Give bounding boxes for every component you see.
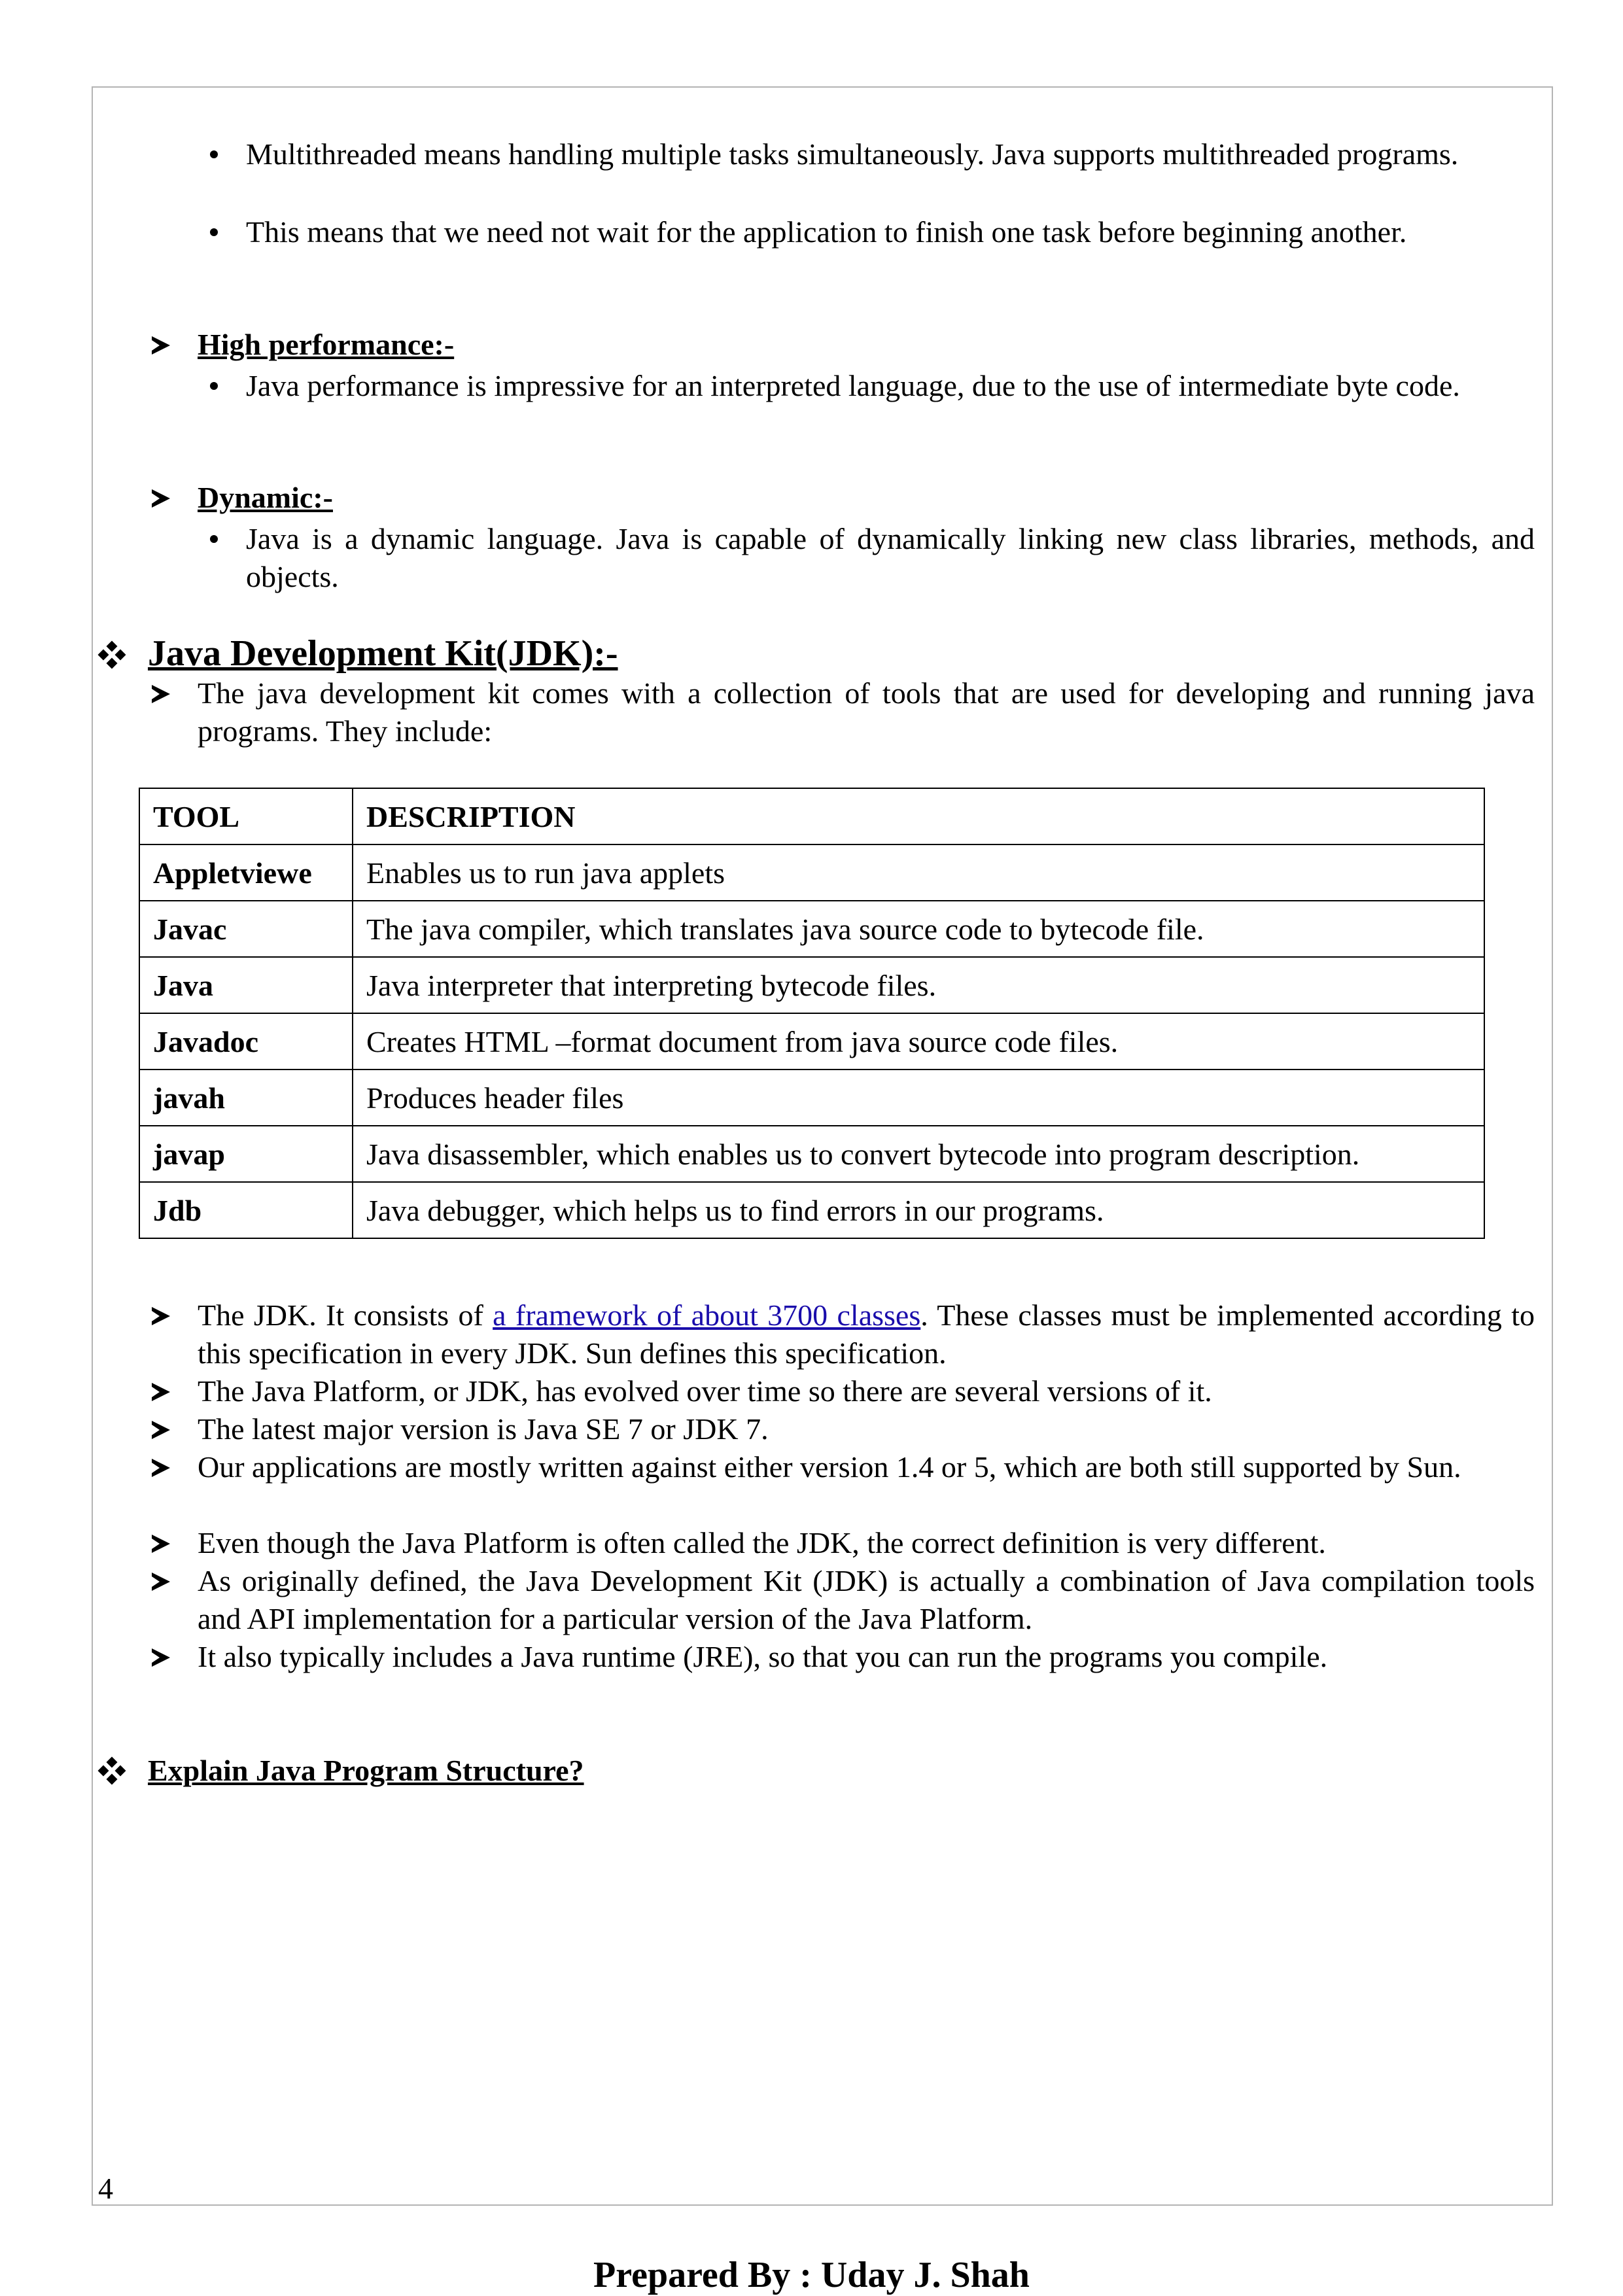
jdk-point: The Java Platform, or JDK, has evolved over time so there are several versions of it. (198, 1374, 1212, 1408)
tools-table (139, 788, 1485, 1239)
tool-description-cell: Java interpreter that interpreting bytecode files. (353, 957, 1484, 1013)
tool-name-cell: Java (139, 957, 353, 1013)
footer-author: Prepared By : Uday J. Shah (593, 2255, 1030, 2295)
tool-description-cell: Java debugger, which helps us to find errors in our programs. (353, 1182, 1484, 1238)
diamond-bullet-icon (98, 1757, 126, 1784)
table-row (139, 957, 1484, 1013)
bullet-dot-icon (210, 382, 218, 390)
jdk-point-text: . These classes must be implemented according to this specification in every JDK. Sun defines this specification. (198, 1298, 1535, 1370)
table-row (139, 1013, 1484, 1070)
table-header-row (139, 788, 1484, 844)
table-header-cell: DESCRIPTION (353, 788, 1484, 844)
tool-name-cell: Javac (139, 901, 353, 957)
jdk-point: Even though the Java Platform is often called the JDK, the correct definition is very different. (198, 1526, 1326, 1559)
subheading-dynamic: Dynamic:- (198, 481, 333, 514)
page-number: 4 (98, 2172, 113, 2205)
table-row (139, 844, 1484, 901)
jdk-point: As originally defined, the Java Development Kit (JDK) is actually a combination of Java compilation tools and API implementation for a particular version of the Java Platform. (198, 1564, 1535, 1635)
table-row (139, 1070, 1484, 1126)
bullet-dot-icon (210, 535, 218, 543)
section-heading-jdk: Java Development Kit(JDK):- (148, 633, 618, 674)
bullet-dot-icon (210, 228, 218, 236)
table-header-cell: TOOL (139, 788, 353, 844)
tool-name-cell: javah (139, 1070, 353, 1126)
tool-description-cell: Produces header files (353, 1070, 1484, 1126)
table-row (139, 1182, 1484, 1238)
jdk-point: The latest major version is Java SE 7 or JDK 7. (198, 1412, 769, 1446)
tool-description-cell: The java compiler, which translates java source code to bytecode file. (353, 901, 1484, 957)
table-row (139, 1126, 1484, 1182)
jdk-point: Our applications are mostly written against either version 1.4 or 5, which are both still supported by Sun. (198, 1450, 1461, 1484)
tool-description-cell: Enables us to run java applets (353, 844, 1484, 901)
table-row (139, 901, 1484, 957)
classes-framework-link[interactable]: a framework of about 3700 classes (493, 1298, 921, 1332)
tool-name-cell: Jdb (139, 1182, 353, 1238)
bullet-text: Java is a dynamic language. Java is capable of dynamically linking new class libraries, methods, and objects. (246, 522, 1535, 593)
bullet-dot-icon (210, 150, 218, 158)
jdk-point: It also typically includes a Java runtime (JRE), so that you can run the programs you compile. (198, 1640, 1328, 1673)
jdk-point (198, 1296, 1535, 1372)
section-heading-program-structure: Explain Java Program Structure? (148, 1754, 584, 1787)
jdk-intro: The java development kit comes with a collection of tools that are used for developing and running java programs. They include: (198, 676, 1535, 748)
subheading-high-performance: High performance:- (198, 328, 455, 361)
tool-description-cell: Java disassembler, which enables us to convert bytecode into program description. (353, 1126, 1484, 1182)
tool-description-cell: Creates HTML –format document from java source code files. (353, 1013, 1484, 1070)
jdk-point-text: The JDK. It consists of (198, 1298, 493, 1332)
tool-name-cell: Javadoc (139, 1013, 353, 1070)
bullet-text: This means that we need not wait for the application to finish one task before beginning another. (246, 215, 1407, 249)
tool-name-cell: Appletviewe (139, 844, 353, 901)
tool-name-cell: javap (139, 1126, 353, 1182)
diamond-bullet-icon (98, 641, 126, 669)
bullet-text: Multithreaded means handling multiple tasks simultaneously. Java supports multithreaded programs. (246, 137, 1459, 171)
bullet-text: Java performance is impressive for an interpreted language, due to the use of intermediate byte code. (246, 369, 1460, 402)
